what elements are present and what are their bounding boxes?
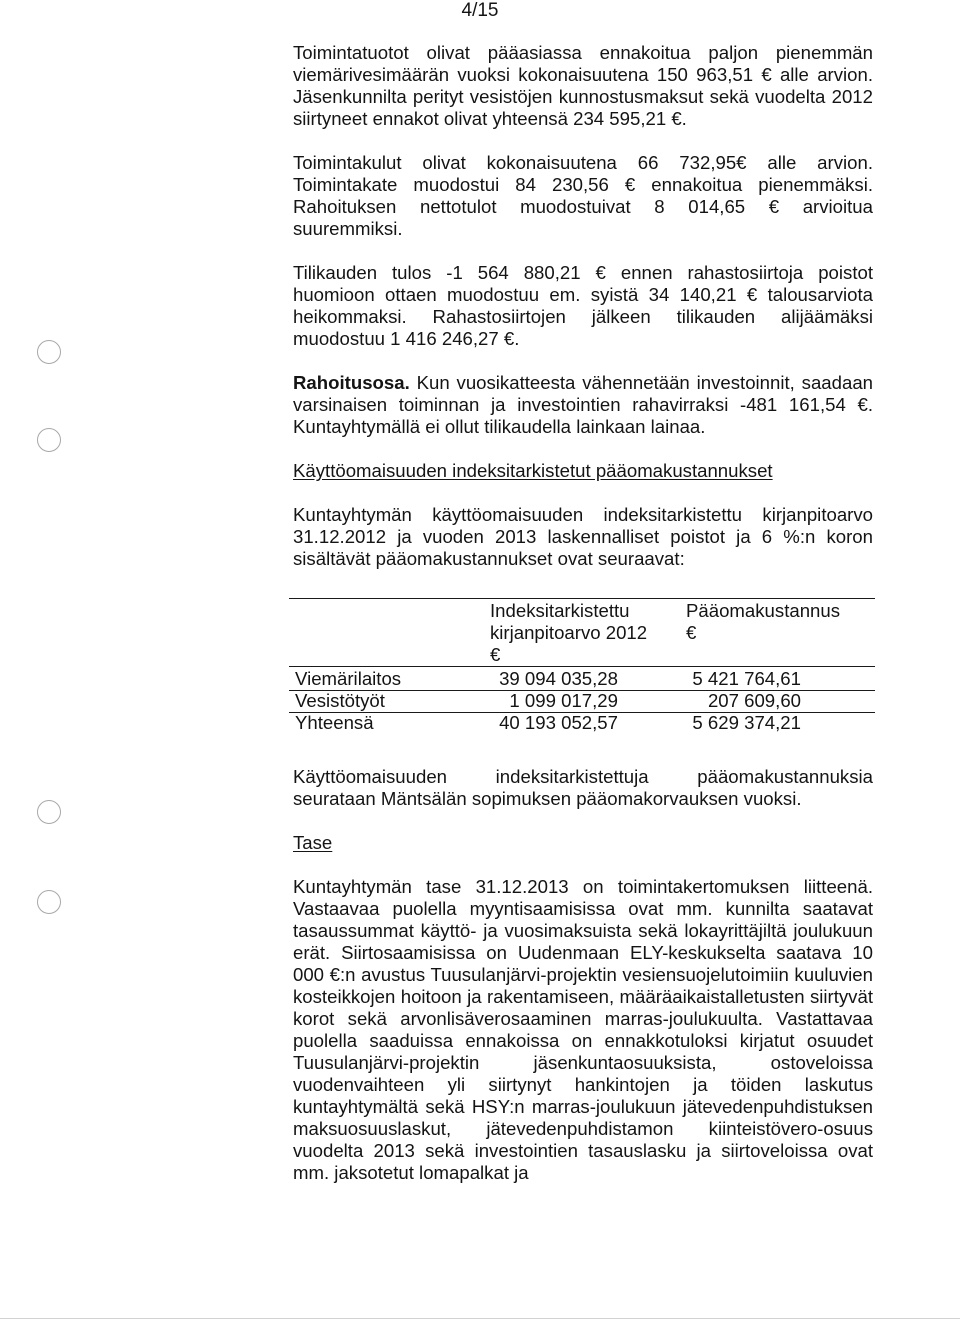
paragraph-revenue: Toimintatuotot olivat pääasiassa ennakoitua paljon pienemmän viemärivesimäärän vuoksi kokonaisuutena 150 963,51 € alle arvion. Jäsenkunnilta perityt vesistöjen kunnostusmaksut sekä vuodelta 2012 siirtyneet ennakot olivat yhteensä 234 595,21 €. <box>293 42 873 129</box>
page-bottom-edge <box>0 1318 960 1319</box>
row-capital-cost: 5 421 764,61 <box>692 668 801 689</box>
punch-hole-4 <box>37 890 61 914</box>
header-book-value-unit: € <box>490 644 501 665</box>
punch-hole-3 <box>37 800 61 824</box>
paragraph-balance: Kuntayhtymän tase 31.12.2013 on toimintakertomuksen liitteenä. Vastaavaa puolella myyntisaamisissa ovat mm. kunnilta saatavat tasaussummat käyttö- ja vuosimaksuista sekä lokayrittäjiltä joulukuun erät. Siirtosaamisissa on Uudenmaan ELY-keskukselta saatava 10 000 €:n avustus Tuusulanjärvi-projektin vesiensuojelutoimiin kuuluvien kosteikkojen hoitoon ja rakentamiseen, määräaikaistalletusten siirtyvät korot sekä arvonlisäverosaaminen marras-joulukuulta. Vastattavaa puolella saaduissa ennakoissa on ennakkotuloksi kirjatut osuudet Tuusulanjärvi-projektin jäsenkuntaosuuksista, ostoveloissa vuodenvaihteen yli siirtynyt hankintojen ja töiden laskutus kuntayhtymältä sekä HSY:n marras-joulukuun jätevedenpuhdistuksen maksuosuuslaskut, jätevedenpuhdistamon kiinteistövero-osuus vuodelta 2013 sekä investointien tasauslasku ja siirtoveloissa ovat mm. jaksotetut lomapalkat ja <box>293 876 873 1183</box>
row-capital-cost: 5 629 374,21 <box>692 712 801 733</box>
paragraph-capital-costs: Kuntayhtymän käyttöomaisuuden indeksitarkistettu kirjanpitoarvo 31.12.2012 ja vuoden 2013 laskennalliset poistot ja 6 %:n koron sisältävät pääomakustannukset ovat seuraavat: <box>293 504 873 569</box>
document-body <box>293 42 873 1184</box>
capital-cost-table <box>293 592 873 744</box>
financing-label: Rahoitusosa. <box>293 372 410 393</box>
row-capital-cost: 207 609,60 <box>707 690 801 711</box>
header-book-value-line2: kirjanpitoarvo 2012 <box>490 622 648 643</box>
row-label: Vesistötyöt <box>295 690 385 711</box>
header-capital-cost-line1: Pääomakustannus <box>686 600 841 621</box>
section-heading-balance: Tase <box>293 832 333 853</box>
section-heading-capital-costs: Käyttöomaisuuden indeksitarkistetut pääomakustannukset <box>293 460 773 481</box>
page-number: 4/15 <box>461 0 499 21</box>
punch-hole-2 <box>37 428 61 452</box>
paragraph-financing <box>293 372 873 438</box>
paragraph-after-table: Käyttöomaisuuden indeksitarkistettuja pääomakustannuksia seurataan Mäntsälän sopimuksen pääomakorvauksen vuoksi. <box>293 766 873 809</box>
financing-text: Kun vuosikatteesta vähennetään investoinnit, saadaan varsinaisen toiminnan ja investointien rahavirraksi -481 161,54 €. Kuntayhtymällä ei ollut tilikaudella lainkaan lainaa. <box>293 372 873 437</box>
row-book-value: 40 193 052,57 <box>499 712 618 733</box>
header-capital-cost-unit: € <box>686 622 697 643</box>
row-book-value: 1 099 017,29 <box>509 690 618 711</box>
row-label: Viemärilaitos <box>295 668 402 689</box>
table-top-rule <box>289 598 875 599</box>
table-header-rule <box>289 666 875 667</box>
paragraph-result: Tilikauden tulos -1 564 880,21 € ennen rahastosiirtoja poistot huomioon ottaen muodostuu em. syistä 34 140,21 € talousarviota heikommaksi. Rahastosiirtojen jälkeen tilikauden alijäämäksi muodostuu 1 416 246,27 €. <box>293 262 873 349</box>
punch-hole-1 <box>37 340 61 364</box>
row-label: Yhteensä <box>295 712 374 733</box>
paragraph-expenses: Toimintakulut olivat kokonaisuutena 66 732,95€ alle arvion. Toimintakate muodostui 84 230,56 € ennakoitua pienemmäksi. Rahoituksen nettotulot muodostuivat 8 014,65 € arvioitua suuremmiksi. <box>293 152 873 239</box>
row-book-value: 39 094 035,28 <box>499 668 618 689</box>
header-book-value-line1: Indeksitarkistettu <box>490 600 630 621</box>
